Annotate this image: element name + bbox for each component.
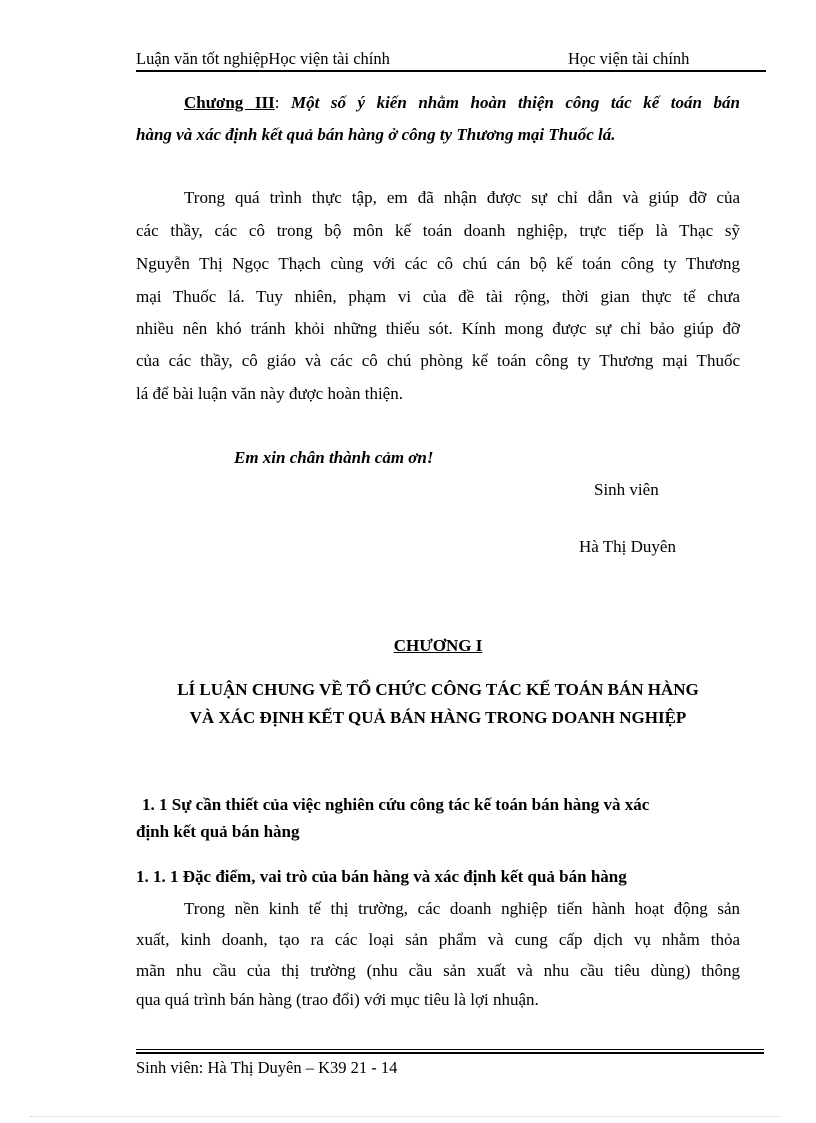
section-1-1-1-line-4: qua quá trình bán hàng (trao đổi) với mục tiêu là lợi nhuận.	[136, 990, 539, 1009]
thanks-line-3: Nguyễn Thị Ngọc Thạch cùng với các cô chú cán bộ kế toán công ty Thương	[136, 254, 740, 273]
thanks-line-2: các thầy, các cô trong bộ môn kế toán doanh nghiệp, trực tiếp là Thạc sỹ	[136, 221, 740, 240]
header-right-text: Học viện tài chính	[568, 49, 690, 68]
chapter3-line1	[136, 93, 740, 113]
thanks-line-1: Trong quá trình thực tập, em đã nhận được sự chỉ dẫn và giúp đỡ của	[184, 188, 740, 207]
section-1-1-1-line-3: mãn nhu cầu của thị trường (nhu cầu sản xuất và nhu cầu tiêu dùng) thông	[136, 961, 740, 980]
signature-role: Sinh viên	[594, 480, 659, 499]
header-left-text: Luận văn tốt nghiệpHọc viện tài chính	[136, 49, 390, 68]
chapter3-colon: :	[274, 93, 291, 112]
footer-rule-thin	[136, 1049, 764, 1050]
section-1-1-1-line-2: xuất, kinh doanh, tạo ra các loại sản phẩm và cung cấp dịch vụ nhằm thỏa	[136, 930, 740, 949]
chapter3-title-part1: Một số ý kiến nhằm hoàn thiện công tác kế toán bán	[290, 93, 740, 112]
chapter3-label: Chương III	[184, 93, 275, 112]
section-1-1-1-line-1: Trong nền kinh tế thị trường, các doanh nghiệp tiến hành hoạt động sản	[184, 899, 740, 918]
closing-text: Em xin chân thành cảm ơn!	[234, 448, 434, 467]
thanks-line-4: mại Thuốc lá. Tuy nhiên, phạm vi của đề tài rộng, thời gian thực tế chưa	[136, 287, 740, 306]
section-1-1-1-heading: 1. 1. 1 Đặc điểm, vai trò của bán hàng và xác định kết quả bán hàng	[136, 867, 627, 886]
page-header	[136, 49, 766, 69]
section-1-1-heading-line2: định kết quả bán hàng	[136, 822, 300, 841]
chapter1-subtitle-line1: LÍ LUẬN CHUNG VỀ TỔ CHỨC CÔNG TÁC KẾ TOÁN BÁN HÀNG	[177, 680, 699, 699]
page-footer: Sinh viên: Hà Thị Duyên – K39 21 - 14	[136, 1058, 398, 1077]
signature-name: Hà Thị Duyên	[579, 537, 676, 556]
chapter1-subtitle-line2: VÀ XÁC ĐỊNH KẾT QUẢ BÁN HÀNG TRONG DOANH NGHIỆP	[189, 708, 687, 727]
header-rule	[136, 70, 766, 72]
thanks-line-5: nhiều nên khó tránh khỏi những thiếu sót. Kính mong được sự chỉ bảo giúp đỡ	[136, 319, 740, 338]
footer-rule-thick	[136, 1052, 764, 1054]
chapter1-title: CHƯƠNG I	[393, 636, 483, 655]
thanks-line-7: lá để bài luận văn này được hoàn thiện.	[136, 384, 403, 403]
thanks-line-6: của các thầy, cô giáo và các cô chú phòng kế toán công ty Thương mại Thuốc	[136, 351, 740, 370]
chapter3-title-part2: hàng và xác định kết quả bán hàng ở công ty Thương mại Thuốc lá.	[136, 125, 616, 144]
section-1-1-heading-line1: 1. 1 Sự cần thiết của việc nghiên cứu công tác kế toán bán hàng và xác	[142, 795, 650, 814]
page-bottom-dotted-border	[30, 1116, 780, 1117]
